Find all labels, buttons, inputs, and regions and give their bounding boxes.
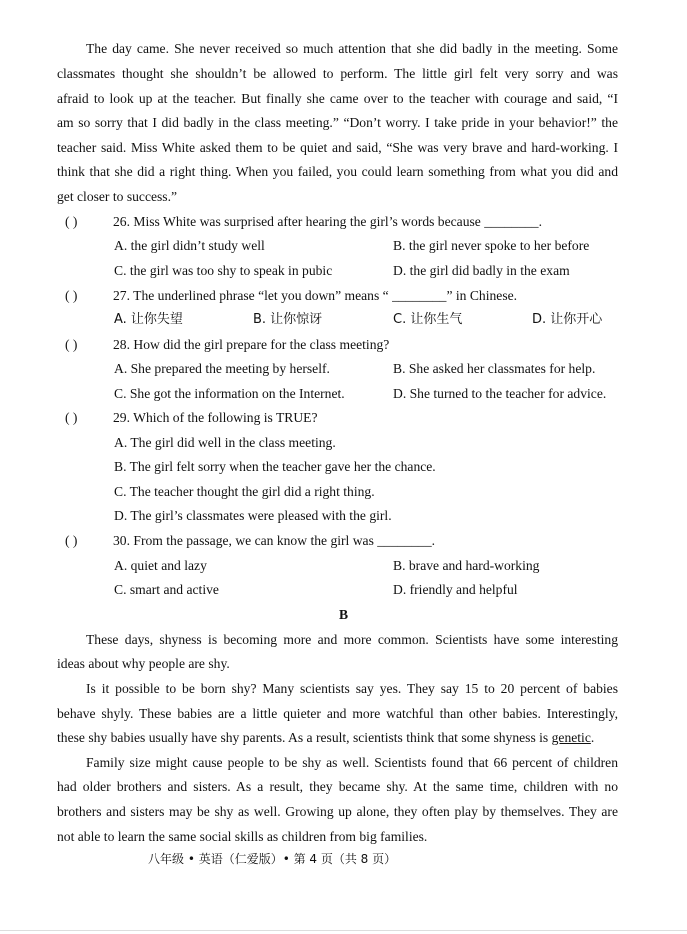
page-footer: 八年级 • 英语（仁爱版）• 第 4 页（共 8 页） xyxy=(148,852,397,866)
option-d: D. She turned to the teacher for advice. xyxy=(393,386,607,401)
question-27 xyxy=(65,288,517,304)
option-c: C. 让你生气 xyxy=(393,312,463,327)
option-a: A. quiet and lazy xyxy=(114,558,207,573)
option-c: C. the girl was too shy to speak in pubic xyxy=(114,263,333,278)
passage-line: afraid to look up at the teacher. But finally she came over to the teacher with courage and said, “I xyxy=(57,91,618,106)
option-b: B. the girl never spoke to her before xyxy=(393,238,590,253)
option-b: B. 让你惊讶 xyxy=(253,312,323,327)
passage-line: brothers and sisters may be shy as well. Growing up alone, they often play by themselves. They are xyxy=(57,804,618,819)
passage-line: am so sorry that I did badly in the class meeting.” “Don’t worry. I take pride in your behavior!” the xyxy=(57,115,618,130)
answer-bracket[interactable]: ( ) xyxy=(65,214,78,229)
passage-line: ideas about why people are shy. xyxy=(57,656,230,671)
option-d: D. the girl did badly in the exam xyxy=(393,263,570,278)
passage-line: had older brothers and sisters. As a result, they became shy. At the same time, children with no xyxy=(57,779,618,794)
option-a: A. The girl did well in the class meeting. xyxy=(114,435,336,450)
option-b: B. She asked her classmates for help. xyxy=(393,361,596,376)
question-28 xyxy=(65,337,389,353)
option-a: A. 让你失望 xyxy=(114,312,183,327)
option-b: B. brave and hard-working xyxy=(393,558,540,573)
passage-line: Family size might cause people to be shy as well. Scientists found that 66 percent of children xyxy=(86,755,618,770)
question-30 xyxy=(65,533,435,549)
option-a: A. the girl didn’t study well xyxy=(114,238,265,253)
question-text: 30. From the passage, we can know the girl was ________. xyxy=(113,533,436,548)
passage-line: Is it possible to be born shy? Many scientists say yes. They say 15 to 20 percent of babies xyxy=(86,681,618,696)
question-text: 27. The underlined phrase “let you down” means “ ________” in Chinese. xyxy=(113,288,518,303)
passage-line: think that she did a right thing. When you failed, you could learn something from what you did and xyxy=(57,164,618,179)
option-c: C. The teacher thought the girl did a right thing. xyxy=(114,484,375,499)
passage-line: The day came. She never received so much attention that she did badly in the meeting. Some xyxy=(86,41,618,56)
option-a: A. She prepared the meeting by herself. xyxy=(114,361,330,376)
passage-line: These days, shyness is becoming more and more common. Scientists have some interesting xyxy=(86,632,618,647)
option-d: D. friendly and helpful xyxy=(393,582,518,597)
option-d: D. 让你开心 xyxy=(532,312,603,327)
answer-bracket[interactable]: ( ) xyxy=(65,337,78,352)
question-26 xyxy=(65,214,542,230)
passage-line xyxy=(57,730,618,746)
underlined-word: genetic xyxy=(551,730,591,745)
question-29 xyxy=(65,410,318,426)
option-d: D. The girl’s classmates were pleased with the girl. xyxy=(114,508,392,523)
option-c: C. smart and active xyxy=(114,582,219,597)
question-text: 28. How did the girl prepare for the class meeting? xyxy=(113,337,390,352)
passage-text: . xyxy=(590,730,595,745)
passage-line: behave shyly. These babies are a little quieter and more watchful than other babies. Interestingly, xyxy=(57,706,618,721)
passage-line: teacher said. Miss White asked them to be quiet and said, “She was very brave and hard-working. I xyxy=(57,140,618,155)
answer-bracket[interactable]: ( ) xyxy=(65,533,78,548)
passage-line: classmates thought she shouldn’t be allowed to perform. The little girl felt very sorry and was xyxy=(57,66,618,81)
section-heading: B xyxy=(338,607,349,622)
option-c: C. She got the information on the Internet. xyxy=(114,386,345,401)
answer-bracket[interactable]: ( ) xyxy=(65,410,78,425)
passage-line: not able to learn the same social skills as children from big families. xyxy=(57,829,428,844)
question-text: 26. Miss White was surprised after hearing the girl’s words because ________. xyxy=(113,214,542,229)
answer-bracket[interactable]: ( ) xyxy=(65,288,78,303)
page-edge-divider xyxy=(0,930,687,931)
option-b: B. The girl felt sorry when the teacher gave her the chance. xyxy=(114,459,436,474)
passage-text: these shy babies usually have shy parents. As a result, scientists think that some shyness is xyxy=(57,730,552,745)
passage-line: get closer to success.” xyxy=(57,189,178,204)
question-text: 29. Which of the following is TRUE? xyxy=(113,410,318,425)
